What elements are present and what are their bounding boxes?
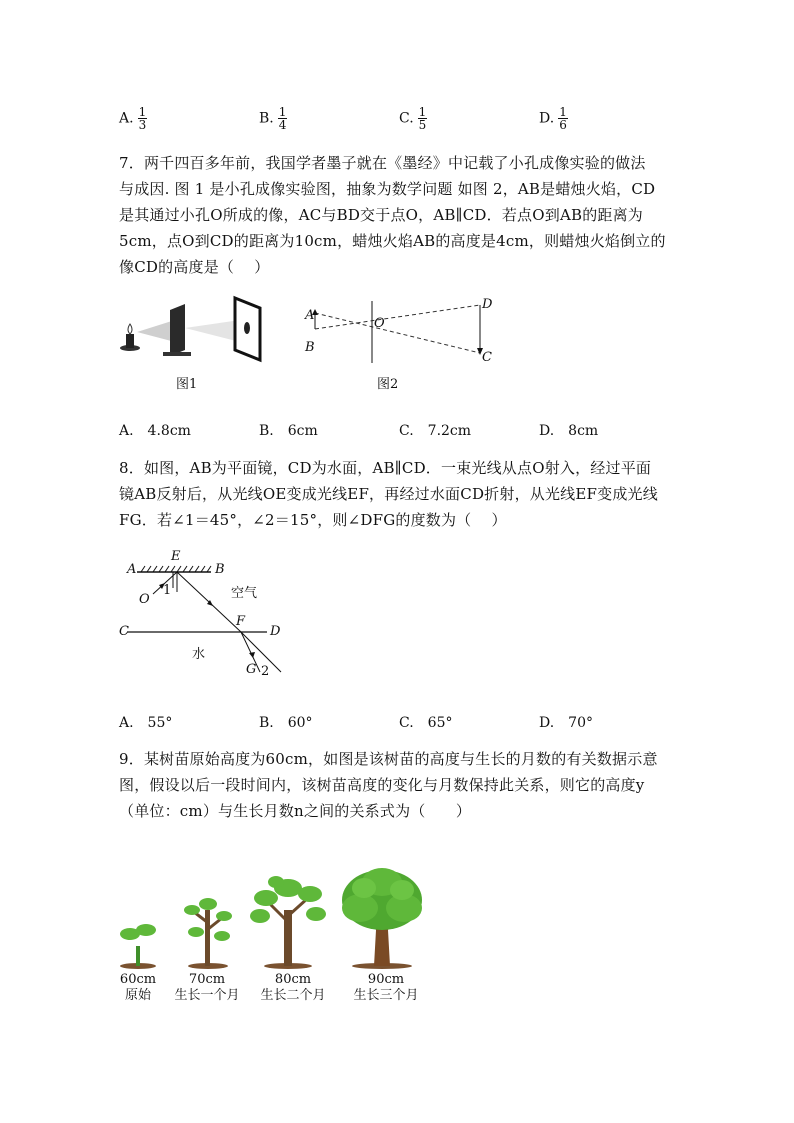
q8-line: FG．若∠1＝45°，∠2＝15°，则∠DFG的度数为（ ） xyxy=(119,511,507,529)
candle-flame xyxy=(128,324,132,334)
tree-height: 90cm xyxy=(367,972,405,987)
q9-line: 图，假设以后一段时间内，该树苗高度的变化与月数保持此关系，则它的高度y xyxy=(119,776,645,794)
q8-option-a: A. 55° xyxy=(119,715,173,731)
q9-text xyxy=(119,746,679,824)
tree-label: 生长三个月 xyxy=(353,988,419,1003)
label-D: D xyxy=(482,297,493,312)
q6-option-a xyxy=(119,106,147,131)
q6-option-b xyxy=(259,106,287,131)
young-tree-icon xyxy=(250,876,326,966)
label-O: O xyxy=(374,316,385,331)
tree-caption-2 xyxy=(253,972,333,1004)
q7-text xyxy=(119,150,679,280)
q9-line: （单位：cm）与生长月数n之间的关系式为（ ） xyxy=(119,802,472,820)
tree-label: 生长二个月 xyxy=(260,988,326,1003)
fig2-caption: 图2 xyxy=(377,377,399,392)
label-C: C xyxy=(119,624,129,639)
pinhole-experiment-figure xyxy=(115,290,275,365)
tree-height: 70cm xyxy=(188,972,226,987)
label-O: O xyxy=(139,592,150,607)
mature-tree-icon xyxy=(342,868,422,966)
q6-option-d xyxy=(539,106,568,131)
q7-option-c: C. 7.2cm xyxy=(399,423,472,439)
option-letter: D. xyxy=(539,110,555,127)
q7-line: 与成因. 图 1 是小孔成像实验图，抽象为数学问题 如图 2，AB是蜡烛火焰，CD xyxy=(119,180,656,198)
label-G: G xyxy=(246,662,257,677)
light-rays-out xyxy=(185,320,240,342)
pinhole-board xyxy=(170,304,185,356)
label-F: F xyxy=(236,614,246,629)
sapling-icon xyxy=(184,898,232,966)
q7-line: 5cm，点O到CD的距离为10cm，蜡烛火焰AB的高度是4cm，则蜡烛火焰倒立的 xyxy=(119,232,666,250)
q7-line: 7．两千四百多年前，我国学者墨子就在《墨经》中记载了小孔成像实验的做法 xyxy=(119,154,646,172)
label-A: A xyxy=(305,308,315,323)
q7-option-d: D. 8cm xyxy=(539,423,599,439)
similar-triangles-diagram xyxy=(300,295,500,370)
fraction: $\frac{1}{4}$ xyxy=(278,105,287,132)
fig1-caption: 图1 xyxy=(176,377,198,392)
label-C: C xyxy=(482,350,492,365)
q7-line: 是其通过小孔O所成的像，AC与BD交于点O，AB∥CD．若点O到AB的距离为 xyxy=(119,206,643,224)
angle-1-label: 1 xyxy=(163,583,172,598)
angle-2-label: 2 xyxy=(261,664,270,679)
tree-caption-3 xyxy=(346,972,426,1004)
q8-text xyxy=(119,455,679,533)
q8-line: 8．如图，AB为平面镜，CD为水面，AB∥CD．一束光线从点O射入，经过平面 xyxy=(119,459,652,477)
label-B: B xyxy=(305,340,315,355)
segment-BD xyxy=(315,305,480,329)
tree-caption-0 xyxy=(98,972,178,1004)
light-rays xyxy=(137,320,175,342)
tree-growth-illustration xyxy=(110,860,440,970)
q8-line: 镜AB反射后，从光线OE变成光线EF，再经过水面CD折射，从光线EF变成光线 xyxy=(119,485,658,503)
label-D: D xyxy=(270,624,281,639)
water-label: 水 xyxy=(192,647,206,662)
air-label: 空气 xyxy=(231,586,258,601)
q8-option-d: D. 70° xyxy=(539,715,593,731)
label-E: E xyxy=(171,549,181,564)
inverted-image xyxy=(244,322,250,334)
fraction: $\frac{1}{3}$ xyxy=(138,105,147,132)
tree-label: 原始 xyxy=(124,988,151,1003)
candle-body xyxy=(126,334,134,348)
mirror-hatching xyxy=(141,566,211,572)
tree-caption-1 xyxy=(167,972,247,1004)
q7-line: 像CD的高度是（ ） xyxy=(119,258,270,276)
option-letter: B. xyxy=(259,110,274,127)
tree-label: 生长一个月 xyxy=(174,988,240,1003)
q6-option-c xyxy=(399,106,427,131)
tree-height: 80cm xyxy=(274,972,312,987)
q7-option-a: A. 4.8cm xyxy=(119,423,191,439)
segment-AC xyxy=(315,313,480,353)
board-stand xyxy=(163,352,191,356)
q9-line: 9．某树苗原始高度为60cm，如图是该树苗的高度与生长的月数的有关数据示意 xyxy=(119,750,658,768)
q8-option-c: C. 65° xyxy=(399,715,453,731)
q8-option-b: B. 60° xyxy=(259,715,313,731)
label-A: A xyxy=(127,562,137,577)
fraction: $\frac{1}{6}$ xyxy=(559,105,567,132)
option-letter: A. xyxy=(119,110,134,127)
q7-option-b: B. 6cm xyxy=(259,423,318,439)
sprout-icon xyxy=(120,924,156,966)
fraction: $\frac{1}{5}$ xyxy=(418,105,427,132)
label-B: B xyxy=(215,562,225,577)
option-letter: C. xyxy=(399,110,414,127)
ray-FG-arrow xyxy=(249,652,255,658)
tree-height: 60cm xyxy=(119,972,157,987)
